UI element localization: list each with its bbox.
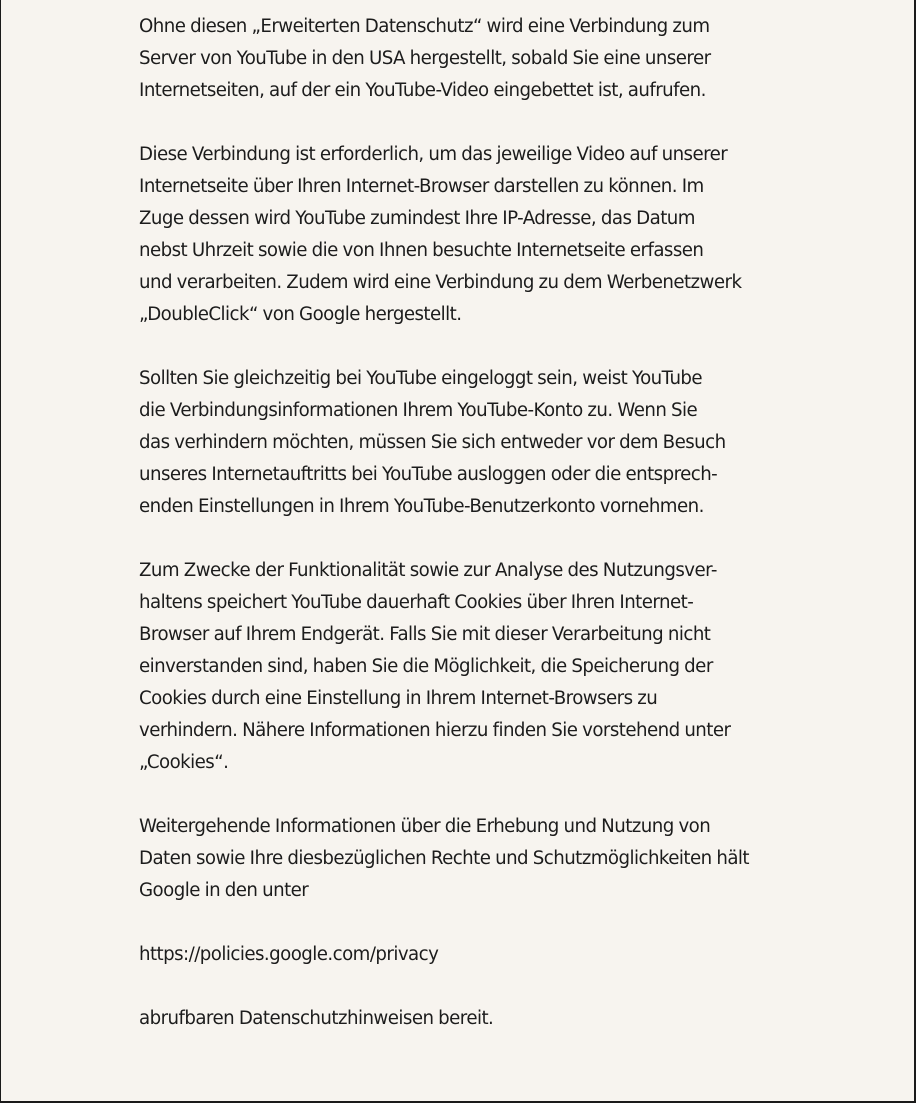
text-line: haltens speichert YouTube dauerhaft Cookies über Ihren Internet-	[139, 592, 694, 613]
paragraph-youtube-connection	[139, 11, 819, 107]
text-line: Zuge dessen wird YouTube zumindest Ihre IP-Adresse, das Datum	[139, 208, 695, 229]
text-line: Diese Verbindung ist erforderlich, um das jeweilige Video auf unserer	[139, 144, 728, 165]
text-line: Weitergehende Informationen über die Erhebung und Nutzung von	[139, 816, 711, 837]
text-line: Ohne diesen „Erweiterten Datenschutz“ wird eine Verbindung zum	[139, 16, 710, 37]
paragraph-privacy-url	[139, 939, 819, 971]
text-line: Google in den unter	[139, 880, 309, 901]
text-line: Sollten Sie gleichzeitig bei YouTube eingeloggt sein, weist YouTube	[139, 368, 703, 389]
google-privacy-policy-link[interactable]: https://policies.google.com/privacy	[139, 944, 439, 965]
paragraph-logged-in-account	[139, 363, 819, 523]
text-line: verhindern. Nähere Informationen hierzu finden Sie vorstehend unter	[139, 720, 731, 741]
paragraph-connection-required	[139, 139, 819, 331]
paragraph-cookies	[139, 555, 819, 779]
text-line: „DoubleClick“ von Google hergestellt.	[139, 304, 462, 325]
text-line: und verarbeiten. Zudem wird eine Verbindung zu dem Werbenetzwerk	[139, 272, 742, 293]
paragraph-further-information	[139, 811, 819, 907]
text-line: das verhindern möchten, müssen Sie sich entweder vor dem Besuch	[139, 432, 726, 453]
text-line: unseres Internetauftritts bei YouTube ausloggen oder die entsprech-	[139, 464, 718, 485]
text-line: „Cookies“.	[139, 752, 229, 773]
text-line: einverstanden sind, haben Sie die Möglichkeit, die Speicherung der	[139, 656, 713, 677]
text-line: abrufbaren Datenschutzhinweisen bereit.	[139, 1008, 494, 1029]
text-line: Internetseite über Ihren Internet-Browser darstellen zu können. Im	[139, 176, 704, 197]
text-line: Internetseiten, auf der ein YouTube-Video eingebettet ist, aufrufen.	[139, 80, 706, 101]
text-line: nebst Uhrzeit sowie die von Ihnen besuchte Internetseite erfassen	[139, 240, 704, 261]
text-line: Zum Zwecke der Funktionalität sowie zur Analyse des Nutzungsver-	[139, 560, 717, 581]
text-line: die Verbindungsinformationen Ihrem YouTube-Konto zu. Wenn Sie	[139, 400, 698, 421]
paragraph-closing	[139, 1003, 819, 1035]
text-line: enden Einstellungen in Ihrem YouTube-Benutzerkonto vornehmen.	[139, 496, 704, 517]
text-line: Daten sowie Ihre diesbezüglichen Rechte und Schutzmöglichkeiten hält	[139, 848, 749, 869]
privacy-text-content	[139, 11, 819, 1067]
text-line: Browser auf Ihrem Endgerät. Falls Sie mit dieser Verarbeitung nicht	[139, 624, 711, 645]
text-line: Server von YouTube in den USA hergestellt, sobald Sie eine unserer	[139, 48, 711, 69]
text-line: Cookies durch eine Einstellung in Ihrem Internet-Browsers zu	[139, 688, 658, 709]
